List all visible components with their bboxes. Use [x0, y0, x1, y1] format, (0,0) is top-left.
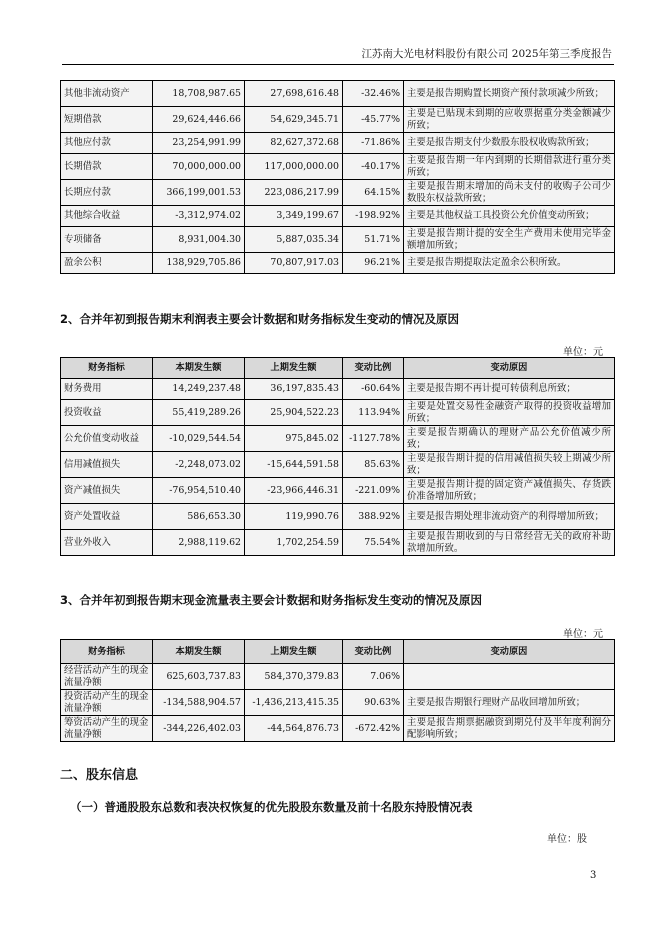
shareholder-subsection-title: （一）普通股股东总数和表决权恢复的优先股股东数量及前十名股东持股情况表 [70, 800, 473, 814]
table-row [61, 154, 615, 180]
row-item-label: 信用减值损失 [61, 452, 153, 478]
row-change-reason: 主要是报告期末增加的尚未支付的收购子公司少数股东权益款所致； [404, 180, 615, 206]
table-row [61, 504, 615, 530]
row-change-percent: 85.63% [343, 452, 404, 478]
row-current-value: -344,226,402.03 [153, 716, 245, 742]
row-item-label: 财务费用 [61, 379, 153, 400]
table-row [61, 253, 615, 274]
row-change-reason: 主要是报告期计提的固定资产减值损失、存货跌价准备增加所致； [404, 478, 615, 504]
row-change-percent: -221.09% [343, 478, 404, 504]
row-current-value: -10,029,544.54 [153, 426, 245, 452]
row-change-reason: 主要是处置交易性金融资产取得的投资收益增加所致； [404, 400, 615, 426]
income-statement-heading: 2、合并年初到报告期末利润表主要会计数据和财务指标发生变动的情况及原因 [60, 312, 459, 326]
header-previous: 上期发生额 [245, 358, 343, 379]
cash-flow-change-table [60, 639, 615, 742]
row-previous-value: 1,702,254.59 [245, 530, 343, 556]
table-row [61, 716, 615, 742]
row-item-label: 资产处置收益 [61, 504, 153, 530]
table-row [61, 690, 615, 716]
row-change-reason: 主要是报告期收到的与日常经营无关的政府补助款增加所致。 [404, 530, 615, 556]
report-title: 江苏南大光电材料股份有限公司 2025年第三季度报告 [361, 48, 612, 60]
row-current-value: 2,988,119.62 [153, 530, 245, 556]
header-previous: 上期发生额 [245, 640, 343, 664]
row-change-reason: 主要是已贴现未到期的应收票据重分类金额减少所致； [404, 107, 615, 133]
row-change-percent: 96.21% [343, 253, 404, 274]
table-row [61, 664, 615, 690]
table-row [61, 478, 615, 504]
row-item-label: 其他应付款 [61, 133, 153, 154]
row-previous-value: 54,629,345.71 [245, 107, 343, 133]
row-change-percent: 7.06% [343, 664, 404, 690]
row-change-percent: 90.63% [343, 690, 404, 716]
table-row [61, 133, 615, 154]
row-change-reason: 主要是报告期不再计提可转债利息所致； [404, 379, 615, 400]
table-row [61, 452, 615, 478]
row-change-percent: -1127.78% [343, 426, 404, 452]
row-change-reason: 主要是报告期计提的信用减值损失较上期减少所致； [404, 452, 615, 478]
row-item-label: 短期借款 [61, 107, 153, 133]
row-current-value: 29,624,446.66 [153, 107, 245, 133]
table-header-row [61, 358, 615, 379]
row-previous-value: -15,644,591.58 [245, 452, 343, 478]
row-item-label: 资产减值损失 [61, 478, 153, 504]
row-change-percent: 51.71% [343, 227, 404, 253]
row-change-reason: 主要是报告期处理非流动资产的利得增加所致； [404, 504, 615, 530]
row-change-reason [404, 664, 615, 690]
row-previous-value: 82,627,372.68 [245, 133, 343, 154]
row-item-label: 筹资活动产生的现金流量净额 [61, 716, 153, 742]
table-row [61, 81, 615, 107]
income-statement-change-table [60, 357, 615, 556]
row-change-reason: 主要是其他权益工具投资公允价值变动所致； [404, 206, 615, 227]
row-current-value: -134,588,904.57 [153, 690, 245, 716]
header-reason: 变动原因 [404, 358, 615, 379]
row-current-value: 70,000,000.00 [153, 154, 245, 180]
table-row [61, 426, 615, 452]
row-change-reason: 主要是报告期提取法定盈余公积所致。 [404, 253, 615, 274]
row-previous-value: 119,990.76 [245, 504, 343, 530]
table-row [61, 227, 615, 253]
row-previous-value: 36,197,835.43 [245, 379, 343, 400]
row-current-value: -3,312,974.02 [153, 206, 245, 227]
row-current-value: 138,929,705.86 [153, 253, 245, 274]
row-change-percent: 388.92% [343, 504, 404, 530]
row-item-label: 公允价值变动收益 [61, 426, 153, 452]
row-change-percent: -40.17% [343, 154, 404, 180]
table-header-row [61, 640, 615, 664]
row-change-reason: 主要是报告期确认的理财产品公允价值减少所致； [404, 426, 615, 452]
row-previous-value: -23,966,446.31 [245, 478, 343, 504]
row-item-label: 经营活动产生的现金流量净额 [61, 664, 153, 690]
row-previous-value: 70,807,917.03 [245, 253, 343, 274]
header-indicator: 财务指标 [61, 640, 153, 664]
row-change-reason: 主要是报告期计提的安全生产费用未使用完毕金额增加所致； [404, 227, 615, 253]
row-change-percent: -71.86% [343, 133, 404, 154]
shareholder-unit-label: 单位：股 [547, 834, 587, 845]
row-current-value: 366,199,001.53 [153, 180, 245, 206]
table-row [61, 379, 615, 400]
cash-flow-unit-label: 单位：元 [563, 629, 603, 640]
row-previous-value: 3,349,199.67 [245, 206, 343, 227]
row-previous-value: 25,904,522.23 [245, 400, 343, 426]
header-change: 变动比例 [343, 358, 404, 379]
row-current-value: -2,248,073.02 [153, 452, 245, 478]
table-row [61, 206, 615, 227]
row-change-percent: -672.42% [343, 716, 404, 742]
row-change-reason: 主要是报告期一年内到期的长期借款进行重分类所致； [404, 154, 615, 180]
row-change-percent: -60.64% [343, 379, 404, 400]
row-current-value: 23,254,991.99 [153, 133, 245, 154]
row-previous-value: 584,370,379.83 [245, 664, 343, 690]
row-current-value: 586,653.30 [153, 504, 245, 530]
row-item-label: 专项储备 [61, 227, 153, 253]
row-current-value: 8,931,004.30 [153, 227, 245, 253]
page-header [62, 44, 614, 65]
row-change-reason: 主要是报告期银行理财产品收回增加所致； [404, 690, 615, 716]
row-change-reason: 主要是报告期支付少数股东股权收购款所致； [404, 133, 615, 154]
table-row [61, 180, 615, 206]
income-unit-label: 单位：元 [563, 347, 603, 358]
cash-flow-heading: 3、合并年初到报告期末现金流量表主要会计数据和财务指标发生变动的情况及原因 [60, 593, 482, 607]
row-previous-value: 223,086,217.99 [245, 180, 343, 206]
row-item-label: 营业外收入 [61, 530, 153, 556]
row-change-reason: 主要是报告期票据融资到期兑付及半年度利润分配影响所致； [404, 716, 615, 742]
header-reason: 变动原因 [404, 640, 615, 664]
table-row [61, 107, 615, 133]
header-current: 本期发生额 [153, 358, 245, 379]
row-change-percent: 75.54% [343, 530, 404, 556]
balance-sheet-change-table [60, 80, 615, 274]
row-current-value: -76,954,510.40 [153, 478, 245, 504]
row-previous-value: 117,000,000.00 [245, 154, 343, 180]
header-indicator: 财务指标 [61, 358, 153, 379]
row-previous-value: -1,436,213,415.35 [245, 690, 343, 716]
row-current-value: 55,419,289.26 [153, 400, 245, 426]
header-current: 本期发生额 [153, 640, 245, 664]
row-current-value: 18,708,987.65 [153, 81, 245, 107]
row-change-percent: -45.77% [343, 107, 404, 133]
row-change-percent: 113.94% [343, 400, 404, 426]
table-row [61, 400, 615, 426]
shareholder-section-title: 二、股东信息 [60, 768, 139, 783]
row-item-label: 长期应付款 [61, 180, 153, 206]
header-change: 变动比例 [343, 640, 404, 664]
row-change-percent: 64.15% [343, 180, 404, 206]
row-previous-value: -44,564,876.73 [245, 716, 343, 742]
table-row [61, 530, 615, 556]
row-current-value: 14,249,237.48 [153, 379, 245, 400]
row-item-label: 投资活动产生的现金流量净额 [61, 690, 153, 716]
row-item-label: 盈余公积 [61, 253, 153, 274]
row-change-percent: -32.46% [343, 81, 404, 107]
row-item-label: 投资收益 [61, 400, 153, 426]
row-change-percent: -198.92% [343, 206, 404, 227]
row-previous-value: 27,698,616.48 [245, 81, 343, 107]
row-previous-value: 975,845.02 [245, 426, 343, 452]
row-item-label: 长期借款 [61, 154, 153, 180]
row-previous-value: 5,887,035.34 [245, 227, 343, 253]
row-item-label: 其他非流动资产 [61, 81, 153, 107]
row-current-value: 625,603,737.83 [153, 664, 245, 690]
row-change-reason: 主要是报告期购置长期资产预付款项减少所致； [404, 81, 615, 107]
page-number: 3 [590, 870, 597, 881]
row-item-label: 其他综合收益 [61, 206, 153, 227]
